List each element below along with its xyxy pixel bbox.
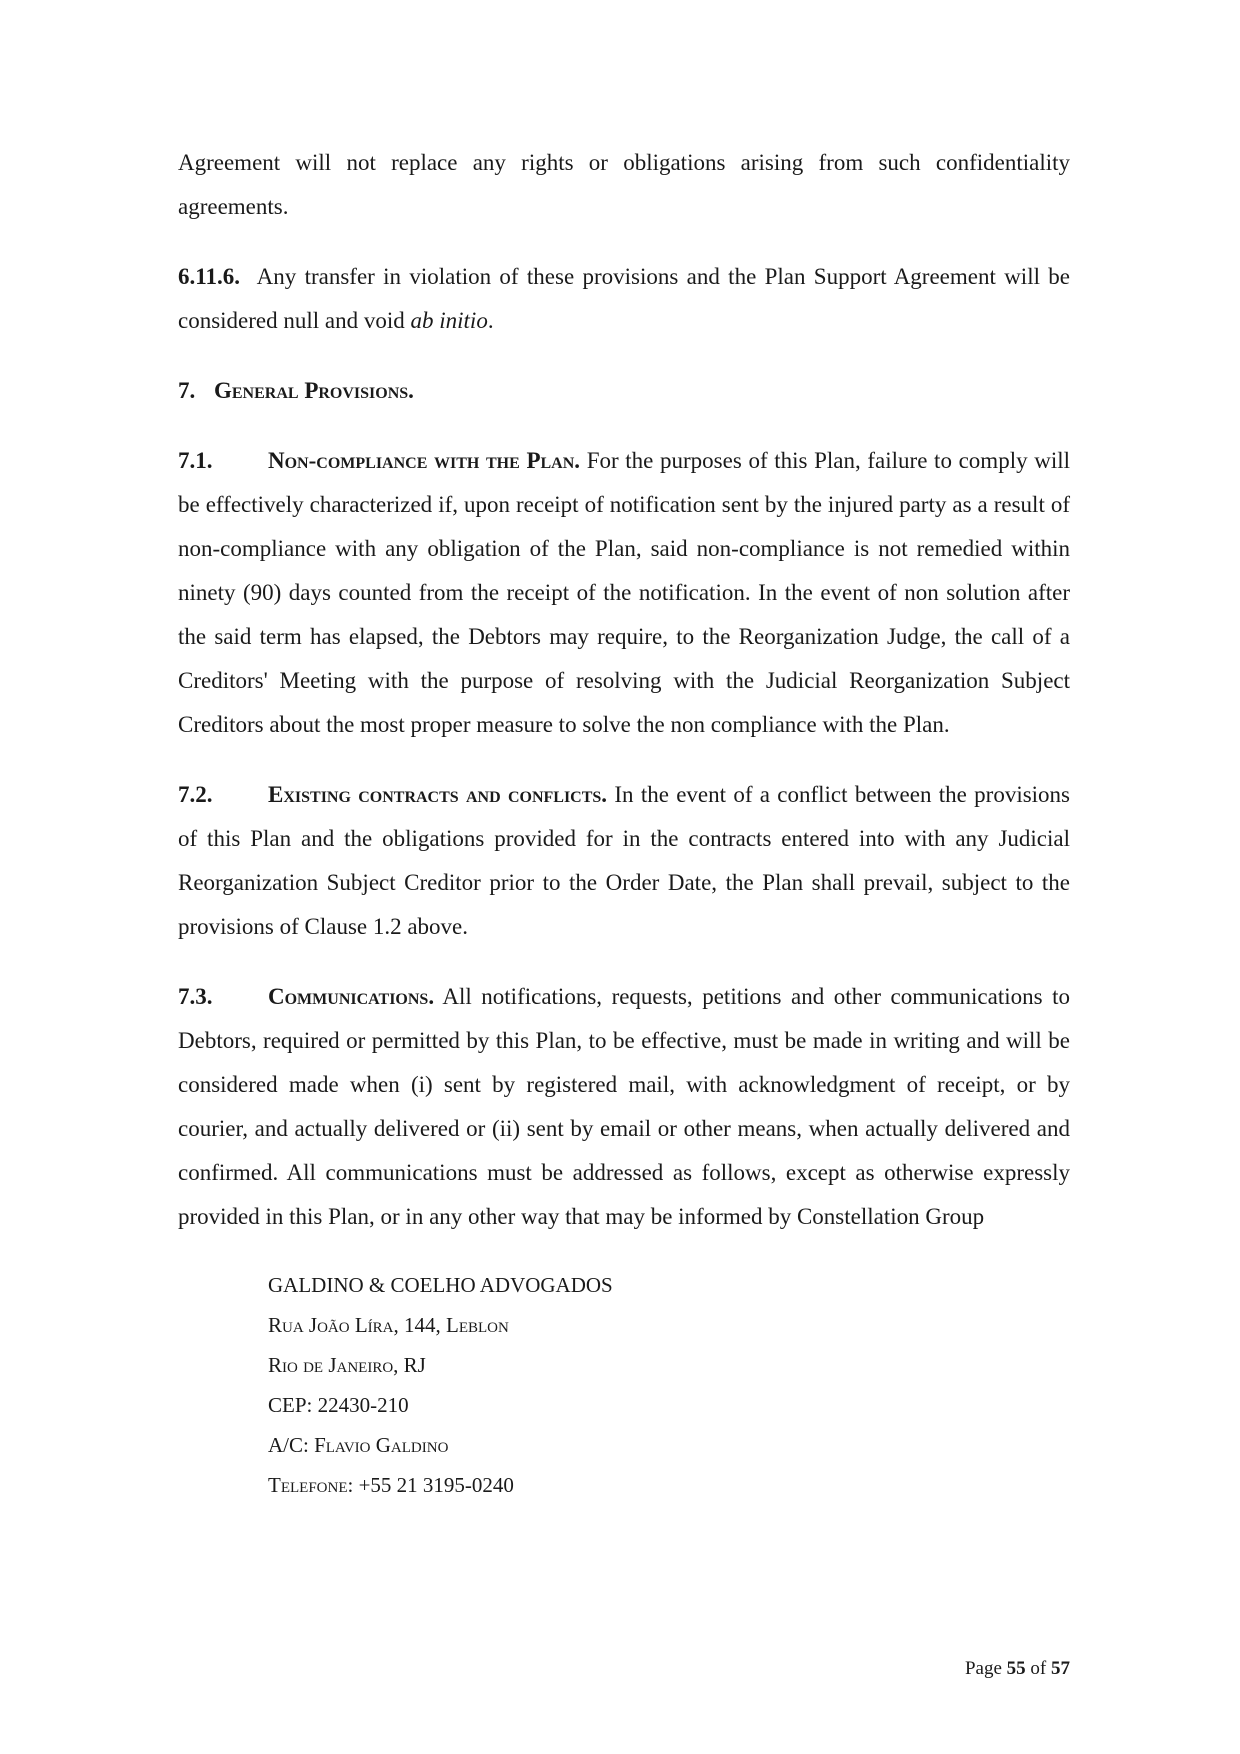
address-city: Rio de Janeiro, RJ <box>268 1353 426 1377</box>
clause-text: For the purposes of this Plan, failure to comply will be effectively characterized if, upon receipt of notification sent by the injured party as a result of non-compliance with any obligation of the Plan, said non-compliance is not remedied within ninety (90) days counted from the receipt of the notification. In the event of non solution after the said term has elapsed, the Debtors may require, to the Reorganization Judge, the call of a Creditors' Meeting with the purpose of resolving with the Judicial Reorganization Subject Creditors about the most proper measure to solve the non compliance with the Plan. <box>178 448 1071 737</box>
clause-number: 7.3. <box>178 984 213 1009</box>
clause-text: All notifications, requests, petitions and other communications to Debtors, required or permitted by this Plan, to be effective, must be made in writing and will be considered made when (i) sent by registered mail, with acknowledgment of receipt, or by courier, and actually delivered or (ii) sent by email or other means, when actually delivered and confirmed. All communications must be addressed as follows, except as otherwise expressly provided in this Plan, or in any other way that may be informed by Constellation Group <box>178 984 1070 1229</box>
clause-7-2 <box>178 773 1070 949</box>
paragraph-continuation <box>178 141 1070 229</box>
clause-title: Communications. <box>268 984 435 1009</box>
page-content <box>178 141 1070 1505</box>
section-number: 7. <box>178 378 196 403</box>
address-phone: Telefone: +55 21 3195-0240 <box>268 1473 514 1497</box>
clause-italic-text: ab initio <box>410 308 488 333</box>
address-attention: A/C: Flavio Galdino <box>268 1433 449 1457</box>
clause-text: Any transfer in violation of these provisions and the Plan Support Agreement will be considered null and void <box>178 264 1071 333</box>
clause-text-end: . <box>487 308 494 333</box>
section-7-heading <box>178 369 1070 413</box>
of-word: of <box>1030 1658 1047 1679</box>
page-current: 55 <box>1006 1658 1026 1679</box>
page-footer <box>965 1657 1070 1681</box>
address-street: Rua João Líra, 144, Leblon <box>268 1313 509 1337</box>
section-title: General Provisions. <box>214 378 414 403</box>
clause-number: 7.2. <box>178 782 213 807</box>
clause-7-1 <box>178 439 1070 747</box>
clause-6-11-6 <box>178 255 1070 343</box>
address-cep: CEP: 22430-210 <box>268 1393 409 1417</box>
paragraph-text: Agreement will not replace any rights or obligations arising from such confidentiality agreements. <box>178 150 1070 219</box>
clause-title: Existing contracts and conflicts. <box>268 782 608 807</box>
clause-number: 7.1. <box>178 448 213 473</box>
page-word: Page <box>964 1658 1002 1679</box>
clause-number: 6.11.6. <box>178 264 240 289</box>
page-total: 57 <box>1051 1658 1070 1679</box>
address-firm: GALDINO & COELHO ADVOGADOS <box>268 1273 613 1297</box>
clause-7-3 <box>178 975 1070 1239</box>
clause-title: Non-compliance with the Plan. <box>268 448 581 473</box>
clause-text: In the event of a conflict between the provisions of this Plan and the obligations provided for in the contracts entered into with any Judicial Reorganization Subject Creditor prior to the Order Date, the Plan shall prevail, subject to the provisions of Clause 1.2 above. <box>178 782 1070 939</box>
address-block <box>178 1265 1070 1505</box>
